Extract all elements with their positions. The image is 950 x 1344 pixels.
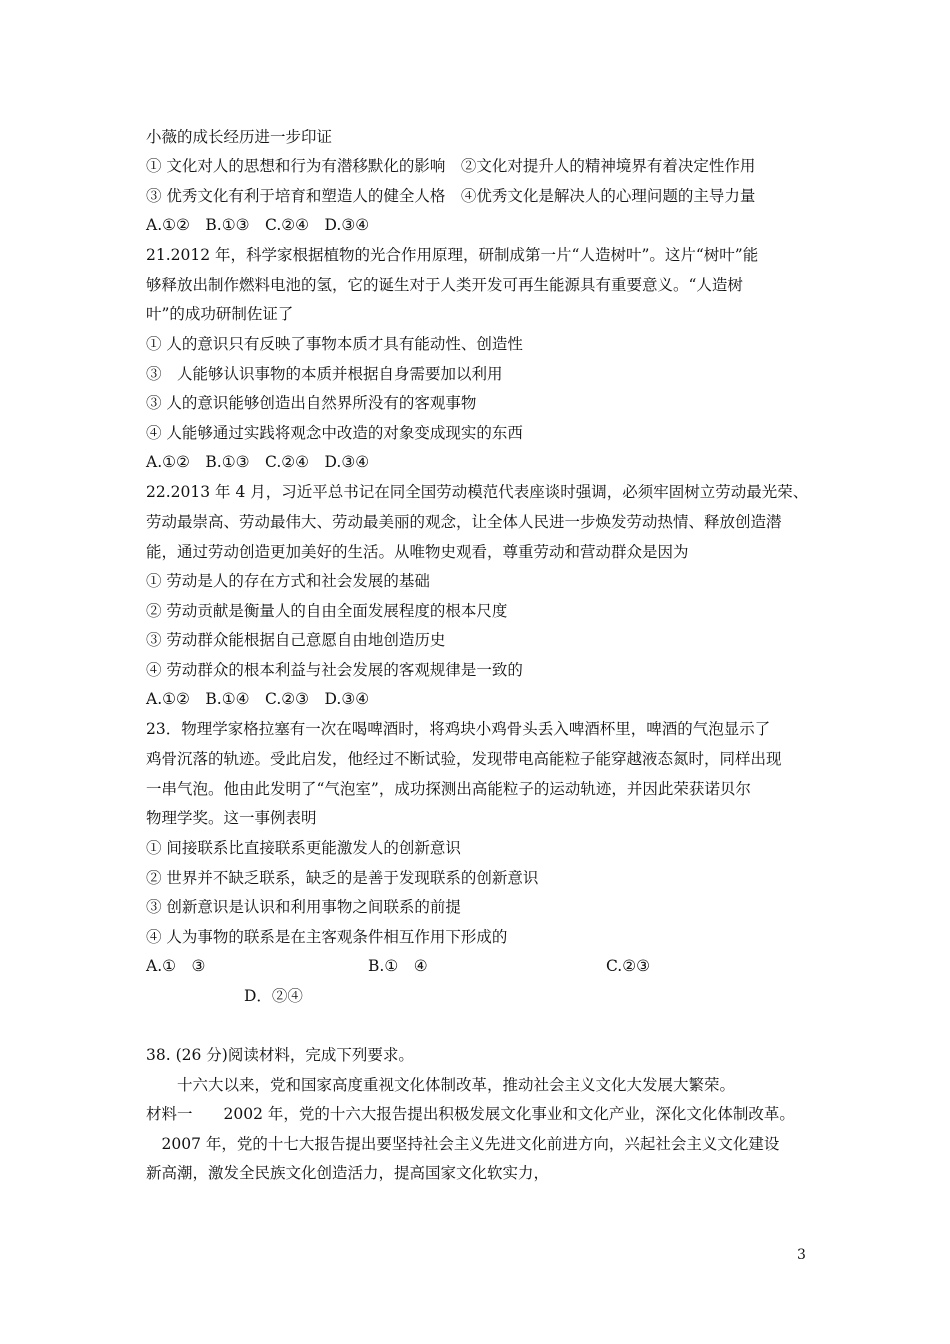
text-line: ① 间接联系比直接联系更能激发人的创新意识: [146, 839, 461, 857]
question-22-stem: 22.2013 年 4 月，习近平总书记在同全国劳动模范代表座谈时强调，必须牢固树立劳动最光荣、: [146, 483, 809, 501]
text-line: ④ 人为事物的联系是在主客观条件相互作用下形成的: [146, 928, 508, 946]
question-21-stem: 21.2012 年，科学家根据植物的光合作用原理，研制成第一片“人造树叶”。这片“树叶”能: [146, 246, 759, 264]
text-line: ① 劳动是人的存在方式和社会发展的基础: [146, 572, 430, 590]
option-b: B.① ④: [368, 957, 428, 975]
text-line: ② 世界并不缺乏联系，缺乏的是善于发现联系的创新意识: [146, 869, 539, 887]
text-line: A.①② B.①③ C.②④ D.③④: [146, 216, 370, 234]
text-line: 叶”的成功研制佐证了: [146, 305, 294, 323]
text-line: 小薇的成长经历进一步印证: [146, 128, 333, 146]
text-line: ③ 劳动群众能根据自己意愿自由地创造历史: [146, 631, 446, 649]
text-line: 材料一 2002 年，党的十六大报告提出积极发展文化事业和文化产业，深化文化体制改革。: [146, 1105, 795, 1123]
text-line: 够释放出制作燃料电池的氢，它的诞生对于人类开发可再生能源具有重要意义。“人造树: [146, 276, 743, 294]
text-line: ③ 人能够认识事物的本质并根据自身需要加以利用: [146, 365, 503, 383]
question-23-stem: 23．物理学家格拉塞有一次在喝啤酒时，将鸡块小鸡骨头丢入啤酒杯里，啤酒的气泡显示了: [146, 720, 771, 738]
question-38-stem: 38. (26 分)阅读材料，完成下列要求。: [146, 1046, 414, 1064]
text-line: ③ 创新意识是认识和利用事物之间联系的前提: [146, 898, 461, 916]
text-line: A.①② B.①③ C.②④ D.③④: [146, 453, 370, 471]
text-line: A.①② B.①④ C.②③ D.③④: [146, 690, 370, 708]
text-line: ① 文化对人的思想和行为有潜移默化的影响 ②文化对提升人的精神境界有着决定性作用: [146, 157, 756, 175]
text-line: 十六大以来，党和国家高度重视文化体制改革，推动社会主义文化大发展大繁荣。: [146, 1076, 736, 1094]
option-d: D．②④: [244, 987, 303, 1005]
text-line: ④ 人能够通过实践将观念中改造的对象变成现实的东西: [146, 424, 523, 442]
text-line: ④ 劳动群众的根本利益与社会发展的客观规律是一致的: [146, 661, 523, 679]
option-c: C.②③: [606, 957, 651, 975]
text-line: 2007 年，党的十七大报告提出要坚持社会主义先进文化前进方向，兴起社会主义文化建设: [146, 1135, 780, 1153]
text-line: 能，通过劳动创造更加美好的生活。从唯物史观看，尊重劳动和营动群众是因为: [146, 543, 689, 561]
text-line: 物理学奖。这一事例表明: [146, 809, 317, 827]
text-line: ① 人的意识只有反映了事物本质才具有能动性、创造性: [146, 335, 523, 353]
text-line: ② 劳动贡献是衡量人的自由全面发展程度的根本尺度: [146, 602, 508, 620]
text-line: 鸡骨沉落的轨迹。受此启发，他经过不断试验，发现带电高能粒子能穿越液态氮时，同样出现: [146, 750, 782, 768]
option-a: A.① ③: [146, 957, 206, 975]
text-line: 劳动最崇高、劳动最伟大、劳动最美丽的观念，让全体人民进一步焕发劳动热情、释放创造潜: [146, 513, 782, 531]
text-line: ③ 优秀文化有利于培育和塑造人的健全人格 ④优秀文化是解决人的心理问题的主导力量: [146, 187, 756, 205]
page-number: 3: [797, 1247, 806, 1263]
text-line: ③ 人的意识能够创造出自然界所没有的客观事物: [146, 394, 477, 412]
text-line: 一串气泡。他由此发明了“气泡室”，成功探测出高能粒子的运动轨迹，并因此荣获诺贝尔: [146, 780, 751, 798]
text-line: 新高潮，激发全民族文化创造活力，提高国家文化软实力，: [146, 1164, 550, 1182]
